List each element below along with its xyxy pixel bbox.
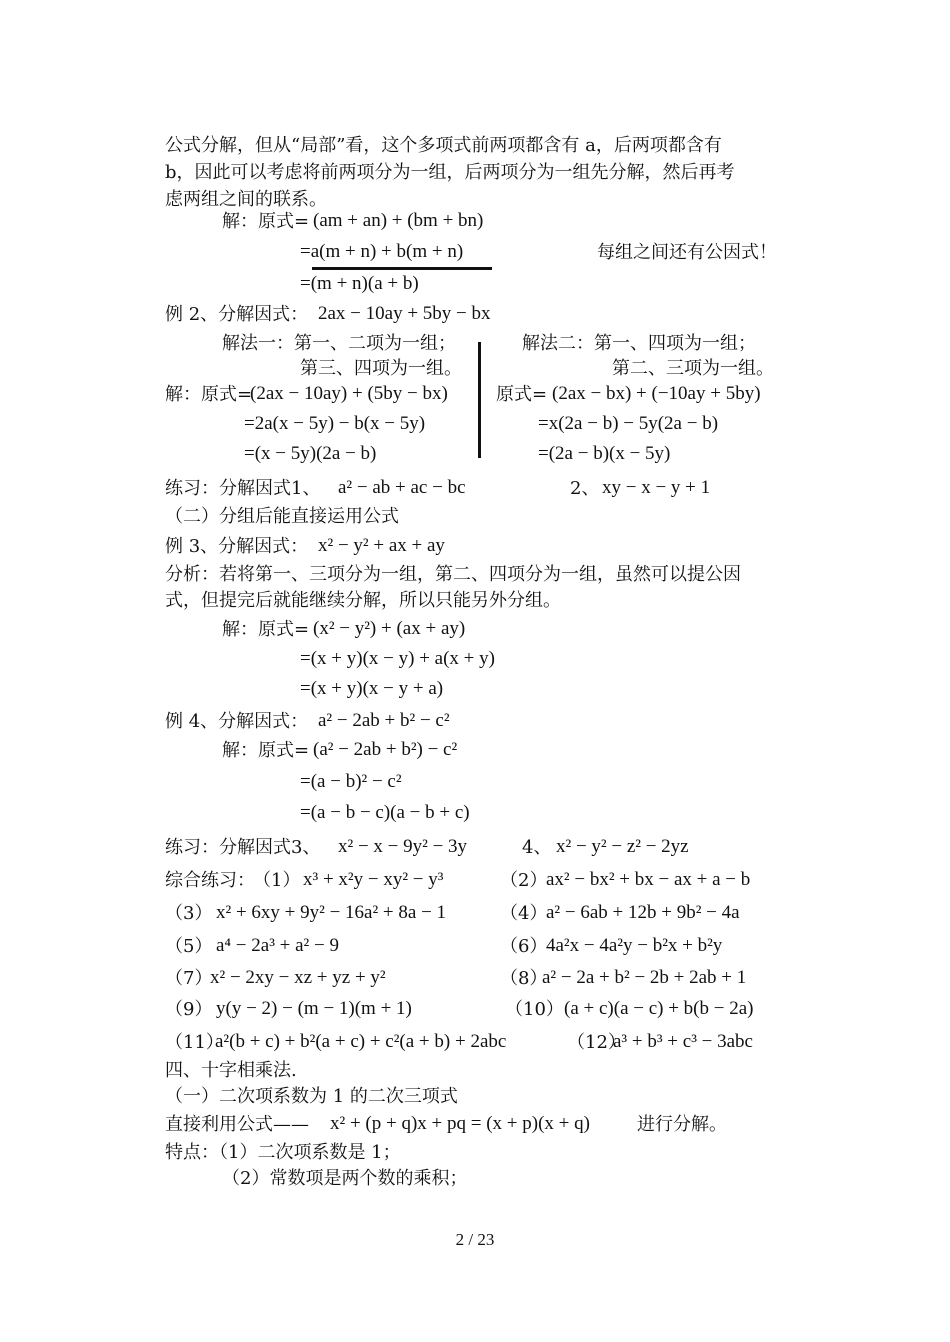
intro-line-1: 公式分解，但从“局部”看，这个多项式前两项都含有 a，后两项都含有 [165,135,722,156]
item-expression: a² − 2a + b² − 2b + 2ab + 1 [542,967,747,988]
ex1-note: 每组之间还有公因式！ [597,242,777,263]
item-number: （7） [165,968,213,989]
method-divider [478,342,481,458]
item-number: （11） [165,1032,224,1053]
practice1-expr1: a² − ab + ac − bc [338,477,466,498]
practice1-label: 练习：分解因式1、 [165,478,321,499]
item-number: （5） [165,936,213,957]
item-expression: a² − 6ab + 12b + 9b² − 4a [546,902,740,923]
ex3-step-3: =(x + y)(x − y + a) [300,678,444,699]
feature-1: 特点：（1）二次项系数是 1； [165,1142,401,1163]
item-expression: x² − 2xy − xz + yz + y² [210,967,386,988]
ex1-solution-label: 解：原式= [222,211,310,232]
ex1-step-2: =a(m + n) + b(m + n) [300,241,464,262]
ex2-title: 例 2、分解因式： [165,304,309,325]
ex3-title: 例 3、分解因式： [165,536,309,557]
item-expression: (a + c)(a − c) + b(b − 2a) [564,998,754,1019]
feature-2: （2）常数项是两个数的乘积； [222,1168,468,1189]
practice2-expr4: x² − y² − z² − 2yz [556,836,689,857]
ex3-step-1: (x² − y²) + (ax + ay) [313,618,466,639]
ex4-step-3: =(a − b − c)(a − b + c) [300,802,470,823]
ex4-solution-label: 解：原式= [222,740,310,761]
item-number: （9） [165,999,213,1020]
intro-line-2: b，因此可以考虑将前两项分为一组，后两项分为一组先分解，然后再考 [165,162,735,183]
ex2-method1-line1: 解法一：第一、二项为一组； [222,333,456,354]
ex2-method1-line2: 第三、四项为一组。 [300,358,462,379]
ex2-method2-step2: =x(2a − b) − 5y(2a − b) [538,413,719,434]
item-expression: 4a²x − 4a²y − b²x + b²y [546,935,723,956]
item-number: （4） [500,903,548,924]
item-number: （1） [253,870,301,891]
item-number: （8） [500,968,548,989]
item-expression: a³ + b³ + c³ − 3abc [613,1031,753,1052]
ex2-method2-step1: (2ax − bx) + (−10ay + 5by) [552,383,761,404]
section4-title: 四、十字相乘法. [165,1060,297,1081]
item-expression: ax² − bx² + bx − ax + a − b [546,869,751,890]
practice2-expr3: x² − x − 9y² − 3y [338,836,468,857]
formula-suffix: 进行分解。 [637,1114,727,1135]
ex1-step-1: (am + an) + (bm + bn) [313,210,484,231]
ex2-method1-step1: (2ax − 10ay) + (5by − bx) [250,383,448,404]
section4-subtitle: （一）二次项系数为 1 的二次三项式 [165,1086,458,1107]
ex2-method2-label: 原式= [496,384,548,405]
intro-line-3: 虑两组之间的联系。 [165,189,327,210]
ex2-method2-line2: 第二、三项为一组。 [612,358,774,379]
ex2-method2-line1: 解法二：第一、四项为一组； [522,333,756,354]
ex3-analysis-line1: 分析：若将第一、三项分为一组，第二、四项分为一组，虽然可以提公因 [165,564,741,585]
ex4-title: 例 4、分解因式： [165,711,309,732]
practice1-label2: 2、 [570,478,600,499]
practice2-label: 练习：分解因式3、 [165,837,321,858]
practice2-label4: 4、 [522,837,552,858]
ex4-step-1: (a² − 2ab + b²) − c² [313,739,458,760]
practice1-expr2: xy − x − y + 1 [602,477,711,498]
ex3-solution-label: 解：原式= [222,619,310,640]
ex3-step-2: =(x + y)(x − y) + a(x + y) [300,648,495,669]
formula-expression: x² + (p + q)x + pq = (x + p)(x + q) [330,1113,590,1134]
ex2-expression: 2ax − 10ay + 5by − bx [318,303,491,324]
item-number: （2） [500,870,548,891]
item-number: （6） [500,936,548,957]
ex2-method2-step3: =(2a − b)(x − 5y) [538,443,671,464]
item-number: （3） [165,903,213,924]
ex4-step-2: =(a − b)² − c² [300,771,402,792]
ex3-analysis-line2: 式，但提完后就能继续分解，所以只能另外分组。 [165,590,561,611]
ex2-method1-step3: =(x − 5y)(2a − b) [244,443,377,464]
item-expression: a²(b + c) + b²(a + c) + c²(a + b) + 2abc [215,1031,507,1052]
ex3-expression: x² − y² + ax + ay [318,535,445,556]
underline-rule [312,267,492,270]
item-expression: x² + 6xy + 9y² − 16a² + 8a − 1 [216,902,447,923]
section2-title: （二）分组后能直接运用公式 [165,506,399,527]
page-number: 2 / 23 [455,1230,495,1249]
item-expression: a⁴ − 2a³ + a² − 9 [216,935,339,956]
formula-prefix: 直接利用公式—— [165,1114,309,1135]
item-expression: x³ + x²y − xy² − y³ [303,869,444,890]
ex1-step-3: =(m + n)(a + b) [300,273,419,294]
ex2-method1-label: 解：原式= [165,384,253,405]
item-number: （12） [567,1032,626,1053]
comprehensive-label: 综合练习： [165,870,255,891]
ex4-expression: a² − 2ab + b² − c² [318,710,450,731]
item-number: （10） [505,999,564,1020]
ex2-method1-step2: =2a(x − 5y) − b(x − 5y) [244,413,426,434]
item-expression: y(y − 2) − (m − 1)(m + 1) [216,998,412,1019]
